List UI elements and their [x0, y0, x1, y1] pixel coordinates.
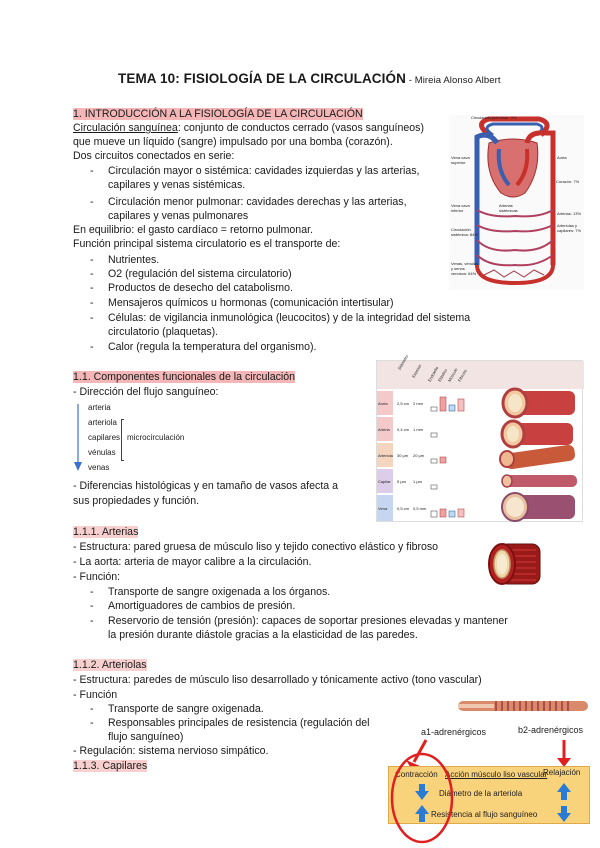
microcirc-label: microcirculación [127, 433, 185, 442]
arrow-up-icon [557, 783, 571, 801]
composition-bars [427, 361, 487, 523]
table-header-cell: Fibroso [456, 368, 468, 383]
bullet-dash: - [90, 341, 94, 353]
vessel-capillary-icon [502, 475, 577, 487]
function-intro: Función principal sistema circulatorio es el transporte de: [73, 238, 341, 250]
label-vena-cava-sup: Vena cava superior [451, 155, 470, 165]
arrow-down-icon [557, 805, 571, 823]
flow-item: capilares [88, 433, 121, 442]
diff-line-1: - Diferencias histológicas y en tamaño de vasos afecta a [73, 480, 338, 492]
bars-arteriola [431, 457, 446, 463]
vessel-artery-icon [502, 421, 573, 447]
bullet-dash: - [90, 312, 94, 324]
arterias-bullet: Reservorio de tensión (presión): capaces de soportar presiones elevadas y mantener [108, 615, 508, 627]
bullet-dash: - [90, 282, 94, 294]
bars-vena [431, 509, 464, 517]
arterias-line: - Estructura: pared gruesa de músculo liso y tejido conectivo elástico y fibroso [73, 541, 439, 553]
function-item: Calor (regula la temperatura del organismo). [108, 341, 317, 353]
flow-item: vénulas [88, 448, 116, 457]
arteriolas-bullet: Transporte de sangre oxigenada. [108, 703, 264, 715]
bullet-dash: - [90, 196, 94, 208]
bullet-dash: - [90, 165, 94, 177]
bullet-dash: - [90, 615, 94, 627]
table-header-cell: Espesor [410, 363, 423, 379]
row-thick: 1 µm [413, 479, 422, 484]
label-arteriolas: Arteriolas y capilares: 7% [557, 223, 582, 233]
row-name: Aorta [378, 401, 388, 406]
definition-term: Circulación sanguínea [73, 122, 178, 134]
row-name: Capilar [378, 479, 391, 484]
row-diam: 0,4 cm [397, 427, 410, 432]
vessel-vein-icon [502, 493, 575, 521]
arteriolas-line: - Función [73, 689, 118, 701]
label-arterias-pct: Arterias: 13% [557, 211, 582, 216]
section-1-1-3-heading: 1.1.3. Capilares [73, 760, 148, 772]
arterias-bullet: Transporte de sangre oxigenada a los órganos. [108, 586, 331, 598]
bars-capilar [431, 485, 437, 489]
row-diam: 5 µm [397, 479, 406, 484]
vessel-table [376, 353, 583, 522]
circuit-minor-l1: Circulación menor pulmonar: cavidades derechas y las arterias, [108, 196, 407, 208]
table-header-cell: Músculo [446, 367, 459, 383]
bullet-dash: - [90, 703, 94, 715]
definition-line-2: que mueve un líquido (sangre) impulsado por una bomba (corazón). [73, 136, 393, 148]
bars-aorta [431, 397, 464, 411]
section-1-heading: 1. INTRODUCCIÓN A LA FISIOLOGÍA DE LA CIRCULACIÓN [73, 108, 363, 120]
page-title [118, 72, 501, 87]
arteriolas-bullet-cont: flujo sanguíneo) [108, 731, 184, 743]
diameter-label: Diámetro de la arteriola [439, 789, 523, 798]
relaxation-label: Relajación [543, 768, 581, 777]
label-aorta: Aorta [557, 155, 567, 160]
bars-arteria [431, 433, 437, 437]
a1-label: a1-adrenérgicos [421, 727, 487, 737]
label-pulmonary: Circulación pulmonar: 9% [471, 115, 517, 120]
vessel-aorta-icon [503, 389, 575, 417]
arterias-bullet: Amortiguadores de cambios de presión. [108, 600, 296, 612]
flow-item: arteria [88, 403, 111, 412]
title-main: TEMA 10: FISIOLOGÍA DE LA CIRCULACIÓN [118, 71, 406, 86]
row-thick: 20 µm [413, 453, 425, 458]
bullet-dash: - [90, 600, 94, 612]
flow-item: arteriola [88, 418, 117, 427]
flow-diagram [72, 402, 185, 474]
arterias-line: - La aorta: arteria de mayor calibre a la circulación. [73, 556, 312, 568]
section-1-1-1-heading: 1.1.1. Arterias [73, 526, 139, 538]
bullet-dash: - [90, 717, 94, 729]
row-thick: 1 mm [413, 427, 423, 432]
row-name: Arteria [378, 427, 390, 432]
label-corazon: Corazón: 7% [556, 179, 580, 184]
bullet-dash: - [90, 586, 94, 598]
circulation-diagram [449, 115, 584, 290]
resistance-label: Resistencia al flujo sanguíneo [431, 810, 538, 819]
contraction-label: Contracción [395, 770, 438, 779]
definition-line-1: Circulación sanguínea: conjunto de conductos cerrado (vasos sanguíneos) [73, 122, 424, 134]
vessel-illustrations [485, 361, 585, 523]
row-diam: 30 µm [397, 453, 409, 458]
bullet-dash: - [90, 254, 94, 266]
function-item: Productos de desecho del catabolismo. [108, 282, 293, 294]
arteriolas-bullet: Responsables principales de resistencia (regulación del [108, 717, 370, 729]
function-item: Nutrientes. [108, 254, 160, 266]
table-header-cell: Diámetro [396, 353, 410, 371]
heart-shape [488, 139, 538, 197]
diff-line-2: sus propiedades y función. [73, 495, 200, 507]
row-name: Arteriola [378, 453, 393, 458]
row-thick: 2 mm [413, 401, 423, 406]
function-item: circulatorio (plaquetas). [108, 326, 219, 338]
arteriolas-line: - Estructura: paredes de músculo liso desarrollado y tónicamente activo (tono vascular) [73, 674, 482, 686]
circuit-major-l1: Circulación mayor o sistémica: cavidades izquierdas y las arterias, [108, 165, 420, 177]
section-1-1-2-heading: 1.1.2. Arteriolas [73, 659, 147, 671]
function-item: Células: de vigilancia inmunológica (leucocitos) y de la integridad del sistema [108, 312, 471, 324]
label-vena-cava-inf: Vena cava inferior [451, 203, 470, 213]
circuit-major-l2: capilares y venas sistémicas. [108, 179, 246, 191]
table-header-cell: Endotelio [426, 365, 440, 383]
arteriole-illustration [456, 698, 590, 714]
circuit-minor-l2: capilares y venas pulmonares [108, 210, 249, 222]
row-name: Vena [378, 506, 388, 511]
row-diam: 0,5 cm [397, 506, 410, 511]
table-header-cell: Elástico [436, 367, 449, 383]
function-item: O2 (regulación del sistema circulatorio) [108, 268, 292, 280]
row-thick: 0,5 mm [413, 506, 427, 511]
bullet-dash: - [90, 268, 94, 280]
function-item: Mensajeros químicos u hormonas (comunicación intertisular) [108, 297, 394, 309]
label-arterias-sist: Arterias sistémicas [499, 203, 518, 213]
arteriolas-regulation: - Regulación: sistema nervioso simpático. [73, 745, 269, 757]
microcirc-bracket [121, 419, 124, 461]
section-1-1-heading: 1.1. Componentes funcionales de la circulación [73, 371, 296, 383]
label-venas-vol: Venas, vénulas y senos venosos: 64% [451, 261, 479, 276]
bullet-dash: - [90, 297, 94, 309]
arterias-bullet-cont: la presión durante diástole gracias a la elasticidad de las paredes. [108, 629, 418, 641]
label-circ-sist: Circulación sistémica: 84% [451, 227, 478, 237]
b2-arrow-icon [554, 738, 574, 768]
highlight-circle [390, 752, 456, 848]
b2-label: b2-adrenérgicos [518, 725, 584, 735]
arterias-line: - Función: [73, 571, 121, 583]
flow-item: venas [88, 463, 110, 472]
row-diam: 2,5 cm [397, 401, 410, 406]
action-label: Acción músculo liso vascular [445, 770, 548, 779]
title-author: - Mireia Alonso Albert [405, 75, 501, 86]
artery-illustration [486, 536, 546, 592]
equilibrium-text: En equilibrio: el gasto cardíaco = retorno pulmonar. [73, 224, 313, 236]
flow-title: - Dirección del flujo sanguíneo: [73, 386, 219, 398]
circuits-intro: Dos circuitos conectados en serie: [73, 150, 235, 162]
